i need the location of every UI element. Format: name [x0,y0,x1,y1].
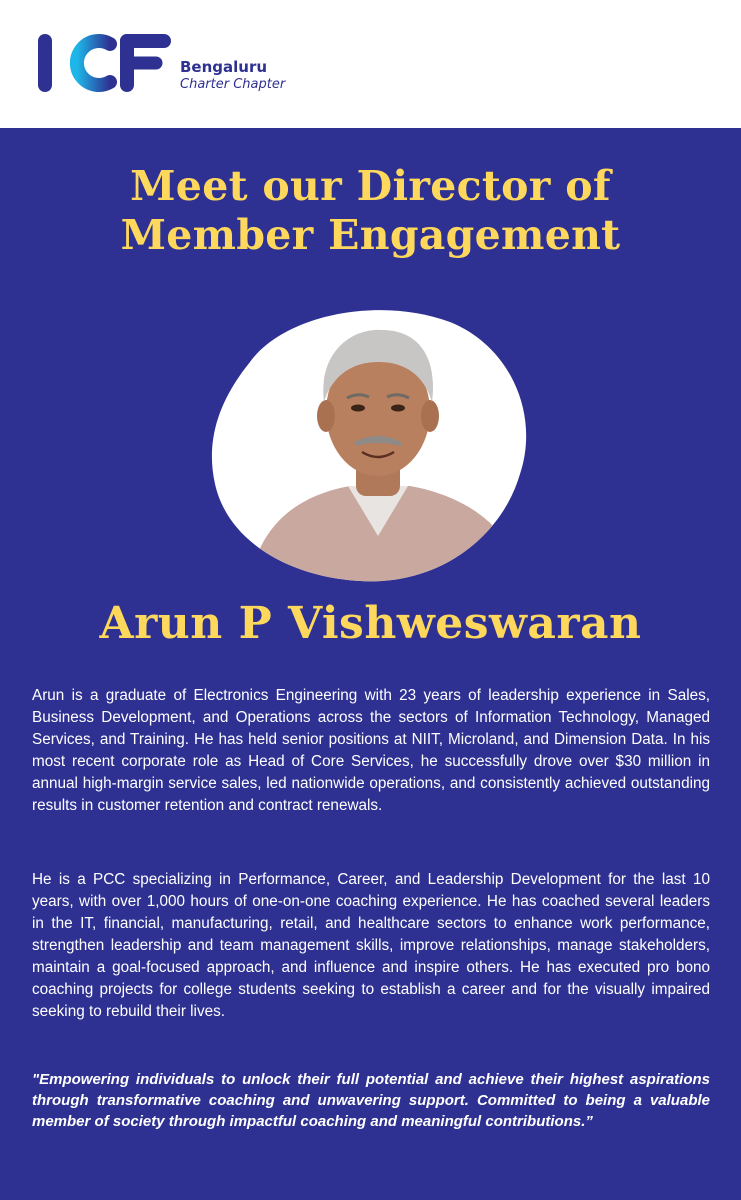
director-name: Arun P Vishweswaran [99,598,642,649]
title-line-2: Member Engagement [120,211,621,259]
icf-logo [36,30,174,96]
bio-paragraph-2: He is a PCC specializing in Performance, Career, and Leadership Development for the last 10 years, with over 1,000 hours of one-on-one coaching experience. He has coached several leaders in the IT, financial, manufacturing, retail, and healthcare sectors to enhance work performance, strengthen leadership and team management skills, improve relationships, manage stakeholders, maintain a goal-focused approach, and influence and inspire others. He has executed pro bono coaching projects for college students seeking to establish a career and for the visually impaired seeking to rebuild their lives. [32,871,710,1020]
city-name: Bengaluru [180,58,268,76]
main-content [0,128,741,1200]
bio-paragraph-1: Arun is a graduate of Electronics Engineering with 23 years of leadership experience in Sales, Business Development, and Operations across the sectors of Information Technology, Managed Services, and Training. He has held senior positions at NIIT, Microland, and Dimension Data. In his most recent corporate role as Head of Core Services, he successfully drove over $30 million in annual high-margin service sales, led nationwide operations, and consistently achieved outstanding results in customer retention and contract renewals. [32,687,710,814]
title-line-1: Meet our Director of [130,162,611,210]
header [0,0,741,128]
page-title [0,162,741,260]
director-quote: "Empowering individuals to unlock their full potential and achieve their highest aspirations through transformative coaching and unwavering support. Committed to being a valuable member of society through impactful coaching and meaningful contributions.” [32,1071,710,1130]
chapter-label [180,58,285,94]
chapter-name: Charter Chapter [180,77,286,92]
director-portrait [210,304,528,582]
